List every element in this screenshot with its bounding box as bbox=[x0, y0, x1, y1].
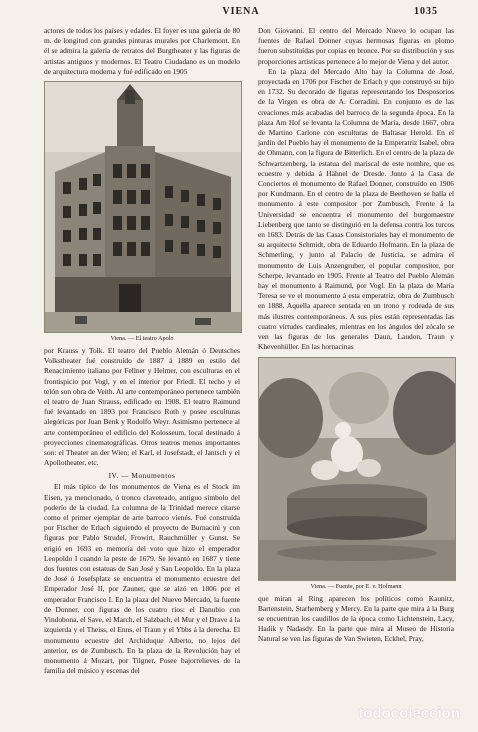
left-paragraph-3: El más típico de los monumentos de Viena es el Stock im Eisen, ya mencionado, ó tronco claveteado, antiguo símbolo del poderío de la ciudad. La columna de la Trinidad merece citarse como el primer ejemplar de arte barroco vienés. Fué construída por Fischer de Erlach siguiendo el proyecto de Burnacini y con figuras por Pablo Strudel, Frowirt, Rauchmüller y Gunst. Se erigió en 1693 en memoria del voto que hizo el emperador Leopoldo I cuando la peste de 1679. Se levantó en 1687 y tiene dos fuentes con estatuas de San José y San Leopoldo. En la plaza de José ó Josefsplatz se encuentra el monumento ecuestre del Emperador José II, por Zauner, que se alzó en 1806 por el emperador Francisco I. En la plaza del Nuevo Mercado, la fuente de Donner, con figuras de los cuatro ríos: el Danubio con Vindobona, el Save, el March, el Salzbach, el Mur y el Drave á la izquierda y el Theiss, el Enns, el Traun y el Ybbs á la derecha. El monumento ecuestre del Archiduque Alberto, no lejos del anterior, es de Zumbusch. En la plaza de la Revolución hay el monumento á Mozart, por Tilgner. Posee bajorrelieves de la familia del músico y escenas del bbox=[44, 482, 240, 676]
left-paragraph-1: actores de todos los países y edades. El foyer es una galería de 80 m. de longitud con grandes pinturas murales por Charlemont. En él se admira la galería de retratos del Burgtheater y las figuras de artistas antiguos y modernos. El Teatro Ciudadano es un modelo de arquitectura moderna y fué edificado en 1905 bbox=[44, 26, 240, 76]
left-paragraph-2: por Krauss y Tolk. El teatro del Pueblo Alemán ó Deutsches Volkstheater fué construído de 1887 á 1889 en estilo del Renacimiento italiano por Fellner y Helmer, con esculturas en el frontispicio por Vogl, y en el interior por Friedl. El techo y el telón son obra de Veith. Al arte contemporáneo pertenece también el teatro de Juan Strauss, edificado en 1908. El teatro Raimund fué levantado en 1893 por Francisco Roth y posee esculturas alegóricas por Juan Benk y Rodolfo Weyr. Asimismo pertenece al arte contemporáneo el edificio del Kolosseum, local destinado á proyecciones cinematográficas. Otros teatros menos importantes son: el Theater an der Wien; el Karl, el Josefstadt, el Jantsch y el Apollotheater, etc. bbox=[44, 346, 240, 468]
figure-teatro-apolo bbox=[44, 81, 240, 343]
figure-fuente bbox=[258, 357, 454, 591]
right-paragraph-3: que miran al Ring aparecen los políticos como Kaunitz, Bartenstein, Starhemberg y Mercy. En la parte que mira á la Burg se encuentran los caudillos de la época como Lichtenstein, Lacy, Hadik y Nadasdy. En la parte que mira al Museo de Historia Natural se ven las figuras de Van Swieten, Eckhel, Pray, bbox=[258, 593, 454, 644]
page-number: 1035 bbox=[414, 6, 438, 17]
right-paragraph-2: En la plaza del Mercado Alto hay la Columna de José, proyectada en 1706 por Fischer de Erlach y que construyó su hijo en 1732. Su decorado de figuras representando los Desposorios de la Virgen es obra de A. Corradini. En conjunto es de las creaciones más acabadas del barroco de la segunda época. En la plaza Am Hof se levanta la Columna de María, desde 1667, obra de Martino Carlone con esculturas de Baltasar Herold. En el jardín del Pueblo hay el monumento de la Emperatriz Isabel, obra de Ohmann, con la figura de Bitterlich. En el centro de la plaza de Schwartzenberg, la estatua del mariscal de este nombre, que es ecuestre y debida á Hähnel de Dresde. Junto á la Casa de Conciertos el monumento de Rafael Donner, construído en 1906 por Kundmann. En el centro de la plaza de Beethoven se halla el monumento á este compositor por Zumbusch. Frente á la Universidad se encuentra el monumento del burgomaestre Liebenberg que tanto se distinguió en la defensa contra los turcos en 1683. Detrás de las Casas Consistoriales hay el monumento de su arquitecto Schmidt, obra de Eduardo Hofmann. En la plaza de Schmerling, y junto al Palacio de Justicia, se admira el monumento de Luis Anzengruber, el popular compositor, por Scherpe, levantado en 1905. Frente al Teatro del Pueblo Alemán hay el monumento á Raimund, por Vogl. En la plaza de María Teresa se ve el monumento á esta emperatriz, obra de Zumbusch en 1888. Aquella aparece sentada en un trono y rodeada de sus más ilustres contemporáneos. A sus pies están representadas las cuatro virtudes cardinales, mientras en los ángulos del zócalo se ven las figuras de los generales Daun, Laudon, Traun y Khevenhüller. En las hornacinas bbox=[258, 66, 454, 352]
right-column bbox=[258, 26, 454, 645]
left-column bbox=[44, 26, 240, 676]
right-paragraph-1: Don Giovanni. El centro del Mercado Nuevo lo ocupan las fuentes de Rafael Donner cuyas hermosas figuras en plomo fueron substituídas por copias en bronce. Por su distribución y sus proporciones artísticas pertenece á lo mejor de Viena y del autor. bbox=[258, 26, 454, 66]
running-title: VIENA bbox=[222, 6, 260, 17]
watermark-logo: todocoleccion bbox=[358, 705, 460, 722]
running-head bbox=[44, 6, 438, 20]
section-heading-monumentos: IV. — Monumentos bbox=[108, 471, 176, 481]
building-illustration bbox=[45, 82, 241, 332]
fountain-illustration bbox=[259, 358, 455, 580]
figure-caption-fuente: Viena. — Fuente, por E. v. Hofmann bbox=[310, 582, 402, 590]
photo-teatro-apolo bbox=[44, 81, 242, 333]
photo-fuente bbox=[258, 357, 456, 581]
figure-caption-teatro-apolo: Viena. — El teatro Apolo bbox=[110, 335, 174, 343]
